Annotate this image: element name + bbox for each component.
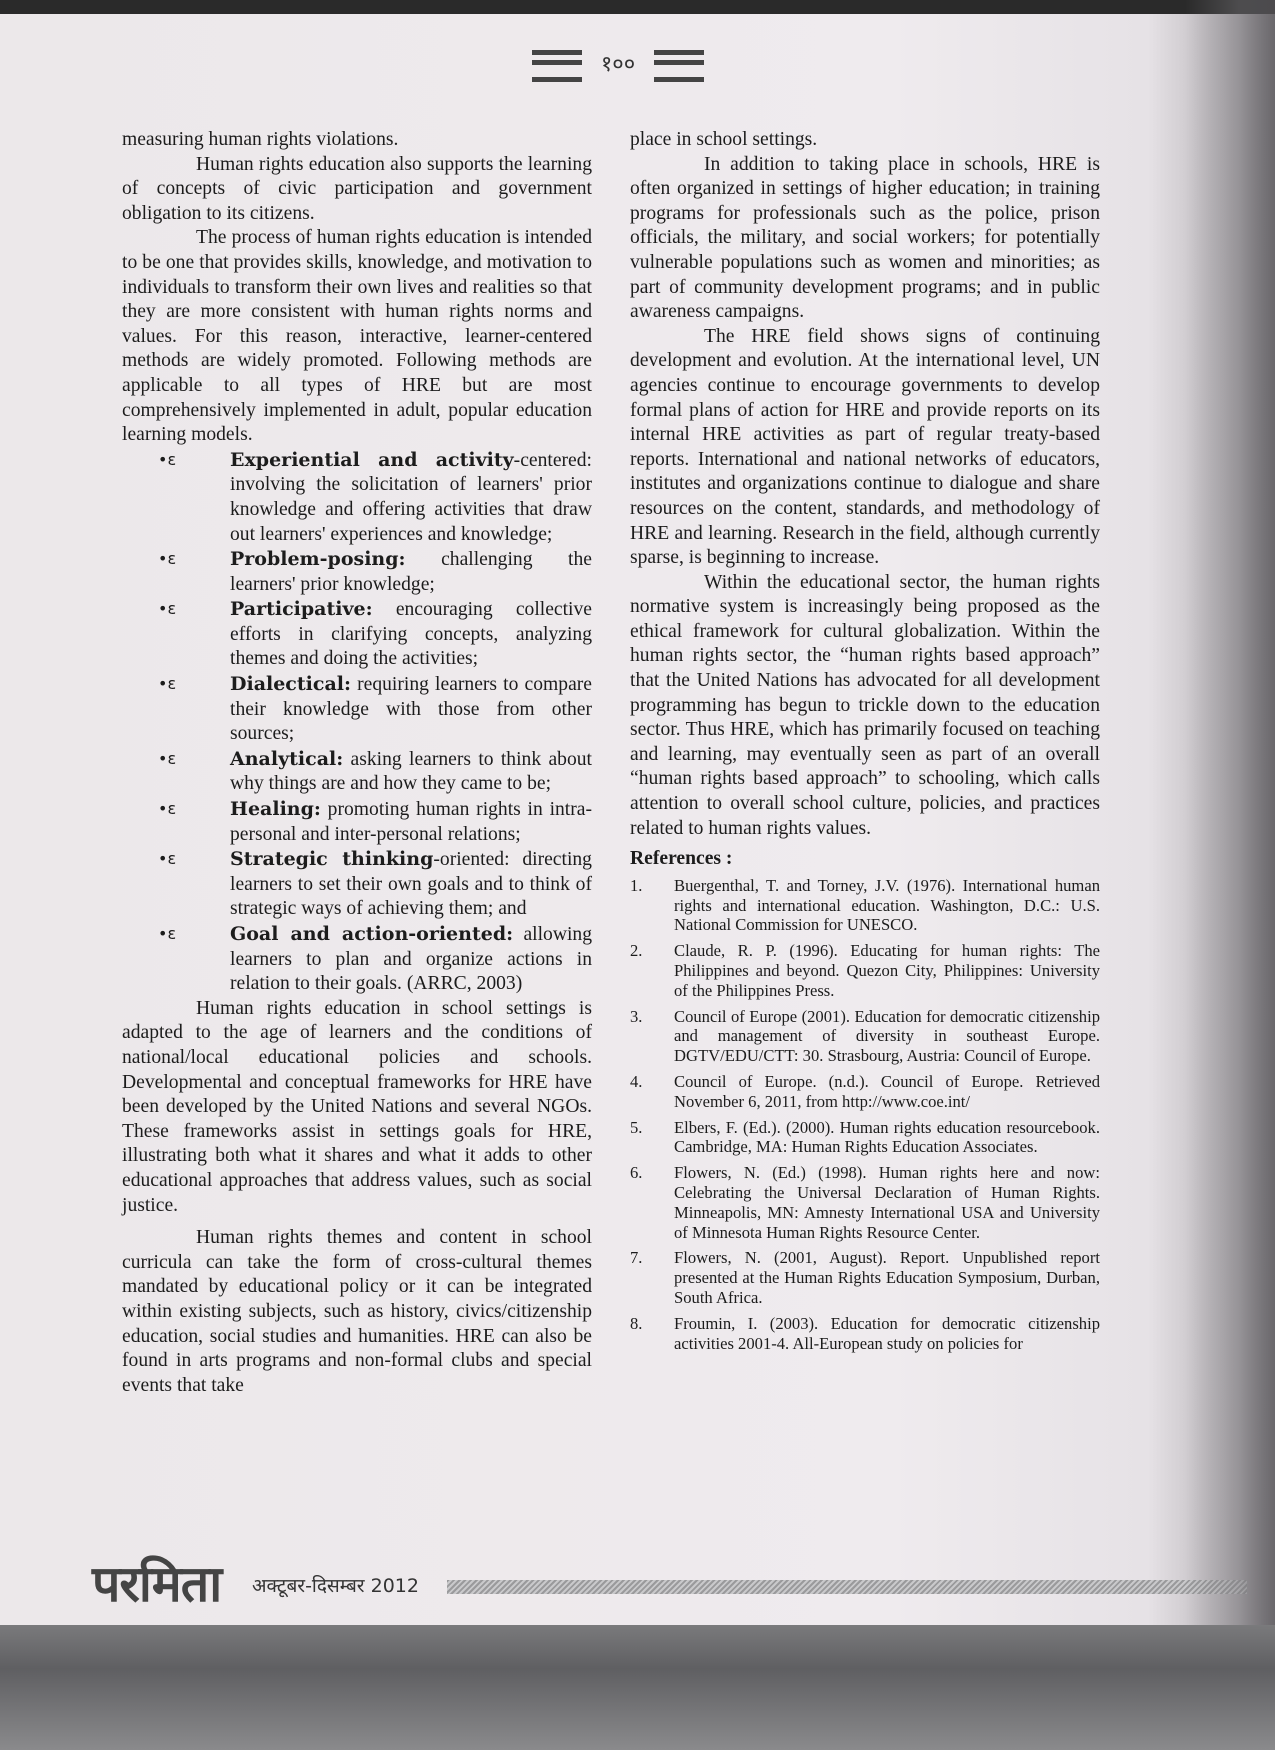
list-item <box>158 672 592 747</box>
paragraph: In addition to taking place in schools, HRE is often organized in settings of higher education; in training programs for professionals such as the police, prison officials, the military, and social workers; for potentially vulnerable populations such as women and minorities; as part of community development programs; and in public awareness campaigns. <box>630 153 1100 323</box>
page-number <box>528 42 708 82</box>
list-item <box>158 797 592 847</box>
reference-item <box>630 1163 1100 1242</box>
list-item-text: allowing learners to plan and organize actions in relation to their goals. (ARRC, 2003) <box>230 924 593 995</box>
reference-number: 6. <box>630 1163 643 1183</box>
reference-number: 8. <box>630 1313 643 1333</box>
page-number-ornament-left <box>532 50 582 82</box>
paragraph: The HRE field shows signs of continuing development and evolution. At the international level, UN agencies continue to encourage governments to develop formal plans of action for HRE and provide reports on its internal HRE activities as part of regular treaty-based reports. International and national networks of educators, institutes and organizations continue to dialogue and share resources on the content, standards, and methodology of HRE and learning. Research in the field, although currently sparse, is beginning to increase. <box>630 325 1100 569</box>
bullet-icon: •ɛ <box>158 674 177 694</box>
paragraph: measuring human rights violations. <box>122 129 399 150</box>
reference-text: Flowers, N. (Ed.) (1998). Human rights here and now: Celebrating the Universal Declaration of Human Rights. Minneapolis, MN: Amnesty International USA and University of Minnesota Human Rights Resource Center. <box>674 1163 1100 1242</box>
scan-bottom-edge <box>0 1625 1275 1750</box>
left-column <box>122 128 592 1398</box>
reference-text: Council of Europe. (n.d.). Council of Europe. Retrieved November 6, 2011, from http://www.coe.int/ <box>674 1071 1100 1111</box>
reference-item <box>630 1118 1100 1158</box>
reference-text: Buergenthal, T. and Torney, J.V. (1976). International human rights and international education. Washington, D.C.: U.S. National Commission for UNESCO. <box>674 875 1100 935</box>
paragraph: Human rights themes and content in school curricula can take the form of cross-cultural themes mandated by educational policy or it can be integrated within existing subjects, such as history, civics/citizenship education, social studies and humanities. HRE can also be found in arts programs and non-formal clubs and special events that take <box>122 1227 592 1396</box>
reference-text: Flowers, N. (2001, August). Report. Unpublished report presented at the Human Rights Education Symposium, Durban, South Africa. <box>674 1248 1100 1307</box>
reference-text: Claude, R. P. (1996). Educating for human rights: The Philippines and beyond. Quezon City, Philippines: University of the Philippines Press. <box>674 941 1100 1000</box>
list-item-term: Problem-posing: <box>230 548 406 571</box>
list-item <box>158 448 592 547</box>
reference-item <box>630 1314 1100 1354</box>
list-item-term: Analytical: <box>230 747 344 770</box>
list-item-text: promoting human rights in intra-personal and inter-personal relations; <box>230 799 592 845</box>
list-item-term: Strategic thinking <box>230 848 434 871</box>
bullet-icon: •ɛ <box>158 599 177 619</box>
paragraph: The process of human rights education is intended to be one that provides skills, knowledge, and motivation to individuals to transform their own lives and realities so that they are more consistent with human rights norms and values. For this reason, interactive, learner-centered methods are widely promoted. Following methods are applicable to all types of HRE but are most comprehensively implemented in adult, popular education learning models. <box>122 227 592 446</box>
page-footer <box>92 1548 1252 1618</box>
list-item-term: Experiential and activity <box>230 448 514 471</box>
list-item <box>158 922 592 997</box>
bullet-icon: •ɛ <box>158 748 177 768</box>
paragraph: Within the educational sector, the human rights normative system is increasingly being proposed as the ethical framework for cultural globalization. Within the human rights sector, the “human rights based approach” that the United Nations has advocated for all development programming has begun to trickle down to the education sector. Thus HRE, which has primarily focused on teaching and learning, may eventually seen as part of an overall “human rights based approach” to schooling, which calls attention to overall school culture, policies, and practices related to human rights values. <box>630 571 1100 839</box>
list-item <box>158 547 592 597</box>
magazine-title: परमिता <box>92 1555 222 1613</box>
list-item-text: requiring learners to compare their knowledge with those from other sources; <box>230 674 592 745</box>
page-fold-shadow <box>1185 0 1275 1750</box>
reference-number: 2. <box>630 941 643 961</box>
reference-item <box>630 876 1100 935</box>
list-item-term: Dialectical: <box>230 673 351 696</box>
paragraph: place in school settings. <box>630 129 818 150</box>
bullet-icon: •ɛ <box>158 449 177 469</box>
reference-number: 4. <box>630 1071 643 1091</box>
list-item-text: -oriented: directing learners to set their own goals and to think of strategic ways of achieving them; and <box>230 849 592 920</box>
reference-item <box>630 941 1100 1000</box>
list-item-term: Participative: <box>230 598 373 621</box>
page-number-ornament-right <box>654 50 704 82</box>
bullet-icon: •ɛ <box>158 799 177 819</box>
reference-text: Council of Europe (2001). Education for democratic citizenship and management of diversity in southeast Europe. DGTV/EDU/CTT: 30. Strasbourg, Austria: Council of Europe. <box>674 1006 1100 1066</box>
bullet-icon: •ɛ <box>158 924 177 943</box>
list-item-term: Healing: <box>230 798 321 821</box>
list-item <box>158 747 592 797</box>
paragraph: Human rights education in school settings is adapted to the age of learners and the conditions of national/local educational policies and schools. Developmental and conceptual frameworks for HRE have been developed by the United Nations and several NGOs. These frameworks assist in settings goals for HRE, illustrating both what it shares and what it adds to other educational approaches that address values, such as social justice. <box>122 997 592 1216</box>
reference-text: Froumin, I. (2003). Education for democratic citizenship activities 2001-4. All-European study on policies for <box>674 1313 1100 1353</box>
references-heading: References : <box>630 848 733 870</box>
reference-number: 1. <box>630 875 643 895</box>
list-item-text: challenging the learners' prior knowledge; <box>230 549 592 595</box>
reference-item <box>630 1248 1100 1307</box>
list-item <box>158 597 592 672</box>
list-item-text: -centered: involving the solicitation of learners' prior knowledge and offering activities that draw out learners' experiences and knowledge; <box>230 449 592 545</box>
footer-rule <box>447 1580 1247 1594</box>
references-list <box>630 876 1100 1354</box>
scan-top-edge <box>0 0 1275 14</box>
list-item <box>158 847 592 922</box>
reference-item <box>630 1072 1100 1112</box>
reference-number: 3. <box>630 1006 643 1026</box>
paragraph: Human rights education also supports the learning of concepts of civic participation and government obligation to its citizens. <box>122 153 592 224</box>
list-item-text: encouraging collective efforts in clarifying concepts, analyzing themes and doing the activities; <box>230 599 592 670</box>
bullet-icon: •ɛ <box>158 549 177 569</box>
list-item-term: Goal and action-oriented: <box>230 923 514 945</box>
reference-number: 7. <box>630 1248 643 1268</box>
method-list <box>122 448 592 997</box>
page-number-text: १०० <box>600 52 636 77</box>
reference-item <box>630 1007 1100 1066</box>
right-column <box>630 128 1100 1359</box>
list-item-text: asking learners to think about why things are and how they came to be; <box>230 748 592 795</box>
issue-date: अक्टूबर-दिसम्बर 2012 <box>252 1575 419 1597</box>
bullet-icon: •ɛ <box>158 849 177 869</box>
reference-text: Elbers, F. (Ed.). (2000). Human rights education resourcebook. Cambridge, MA: Human Rights Education Associates. <box>674 1117 1100 1157</box>
reference-number: 5. <box>630 1117 643 1137</box>
